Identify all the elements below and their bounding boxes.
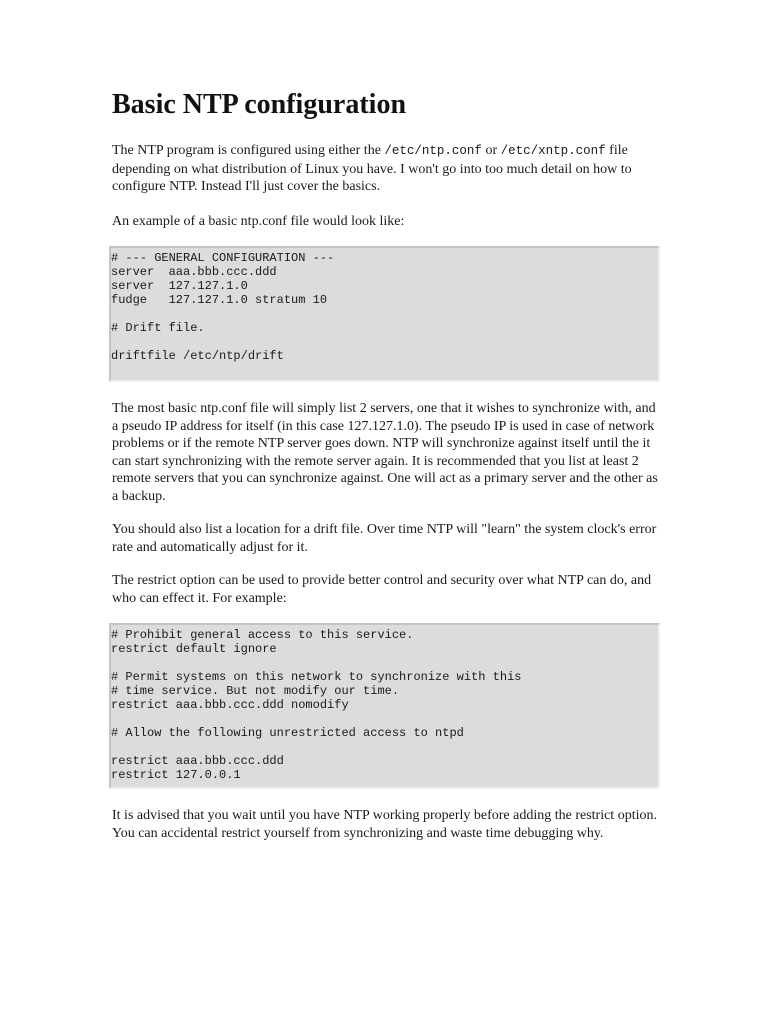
page-title: Basic NTP configuration — [112, 89, 407, 120]
drift-paragraph: You should also list a location for a drift file. Over time NTP will "learn" the system clock's error rate and automatically adjust for it. — [112, 522, 657, 555]
example-intro-paragraph: An example of a basic ntp.conf file would look like: — [112, 213, 405, 229]
code-line: fudge 127.127.1.0 stratum 10 — [111, 293, 328, 307]
intro-text-3: file depending on what distribution of Linux you have. I won't go into too much detail on how to configure NTP. Instead I'll just cover the basics. — [112, 143, 632, 194]
code-line: server aaa.bbb.ccc.ddd — [111, 265, 277, 279]
servers-paragraph: The most basic ntp.conf file will simply list 2 servers, one that it wishes to synchronize with, and a pseudo IP address for itself (in this case 127.127.1.0). The pseudo IP is used in case of network problems or if the remote NTP server goes down. NTP will synchronize against itself until the it can start synchronizing with the remote server again. It is recommended that you list at least 2 remote servers that you can synchronize against. One will act as a primary server and the other as a backup. — [112, 401, 658, 504]
xntp-conf-path: /etc/xntp.conf — [500, 144, 606, 158]
code-line: restrict aaa.bbb.ccc.ddd nomodify — [111, 698, 349, 712]
intro-text-2: or — [481, 143, 501, 158]
code-line: # time service. But not modify our time. — [111, 684, 400, 698]
restrict-paragraph: The restrict option can be used to provide better control and security over what NTP can do, and who can effect it. For example: — [112, 573, 652, 606]
code-line: # Prohibit general access to this service. — [111, 628, 414, 642]
code-line: server 127.127.1.0 — [111, 279, 248, 293]
ntp-conf-code-block — [109, 246, 660, 382]
intro-text-1: The NTP program is configured using either the — [112, 143, 385, 158]
code-line-blank — [111, 712, 658, 726]
code-line: restrict 127.0.0.1 — [111, 768, 241, 782]
code-line: driftfile /etc/ntp/drift — [111, 349, 284, 363]
code-line: restrict aaa.bbb.ccc.ddd — [111, 754, 284, 768]
ntp-conf-path: /etc/ntp.conf — [384, 144, 482, 158]
code-line: # Drift file. — [111, 321, 205, 335]
advice-paragraph: It is advised that you wait until you have NTP working properly before adding the restrict option. You can accidental restrict yourself from synchronizing and waste time debugging why. — [112, 808, 657, 841]
document-page — [112, 88, 660, 858]
restrict-code-block — [109, 623, 660, 789]
code-line-blank — [111, 656, 658, 670]
code-line-blank — [111, 335, 658, 349]
code-line-blank — [111, 307, 658, 321]
code-line: # Permit systems on this network to synchronize with this — [111, 670, 522, 684]
code-line: # Allow the following unrestricted access to ntpd — [111, 726, 464, 740]
code-line: # --- GENERAL CONFIGURATION --- — [111, 251, 335, 265]
code-line: restrict default ignore — [111, 642, 277, 656]
code-line-blank — [111, 740, 658, 754]
intro-paragraph — [112, 142, 660, 196]
